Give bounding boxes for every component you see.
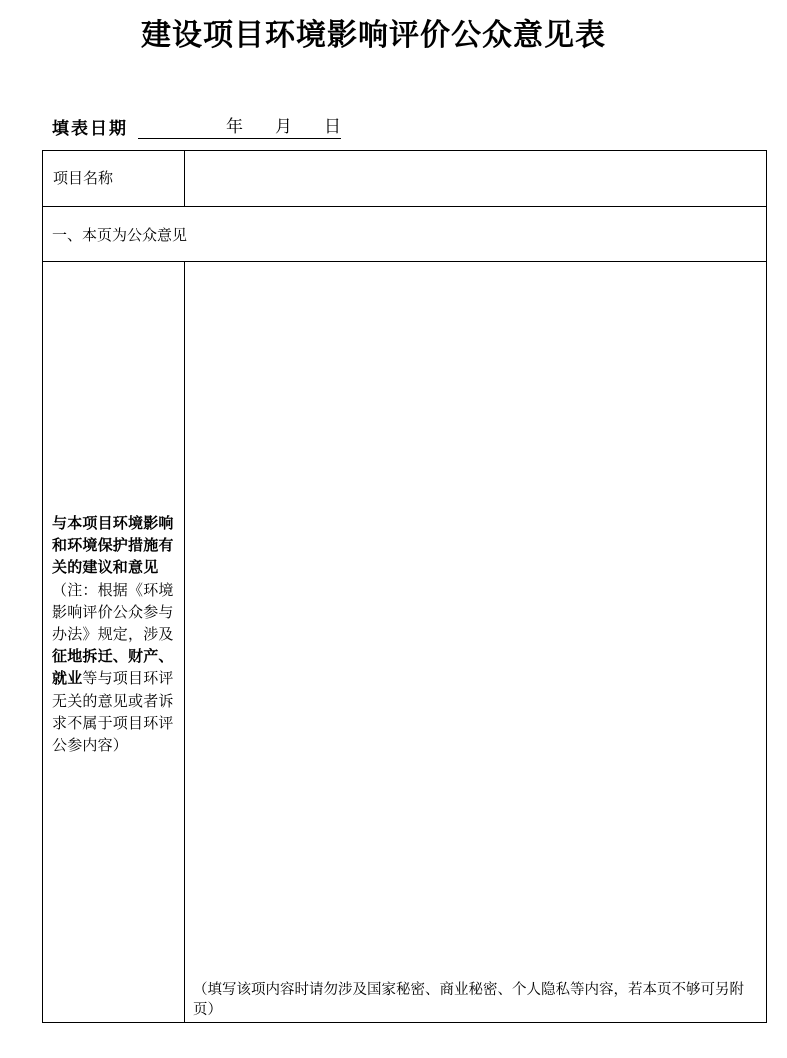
opinion-note-bold: 征地拆迁、财产、就业	[52, 647, 174, 688]
opinion-instructions	[52, 512, 180, 756]
section-one-label: 一、本页为公众意见	[52, 226, 188, 244]
year-label: 年	[226, 117, 243, 137]
date-row	[52, 113, 341, 139]
opinion-note-part-2: 等与项目环评无关的意见或者诉求不属于项目环评公参内容）	[52, 669, 174, 755]
day-label: 日	[324, 117, 341, 137]
project-name-row	[43, 151, 766, 207]
opinion-footnote: （填写该项内容时请勿涉及国家秘密、商业秘密、个人隐私等内容，若本页不够可另附页）	[193, 982, 744, 1018]
opinion-label-cell	[43, 262, 185, 1022]
opinion-form-table	[42, 150, 767, 1023]
opinion-input-area[interactable]	[185, 262, 766, 1022]
opinion-note-part-1: （注：根据《环境影响评价公众参与办法》规定，涉及	[52, 580, 174, 644]
project-name-label-cell	[43, 151, 185, 206]
section-one-row	[43, 207, 766, 262]
month-label: 月	[275, 117, 292, 137]
date-label: 填表日期	[52, 119, 128, 139]
opinion-row	[43, 262, 766, 1022]
project-name-label: 项目名称	[53, 169, 114, 187]
date-field[interactable]	[138, 113, 341, 139]
project-name-field[interactable]	[185, 151, 766, 206]
opinion-title-bold: 与本项目环境影响和环境保护措施有关的建议和意见	[52, 514, 174, 577]
page-title: 建设项目环境影响评价公众意见表	[141, 18, 606, 53]
